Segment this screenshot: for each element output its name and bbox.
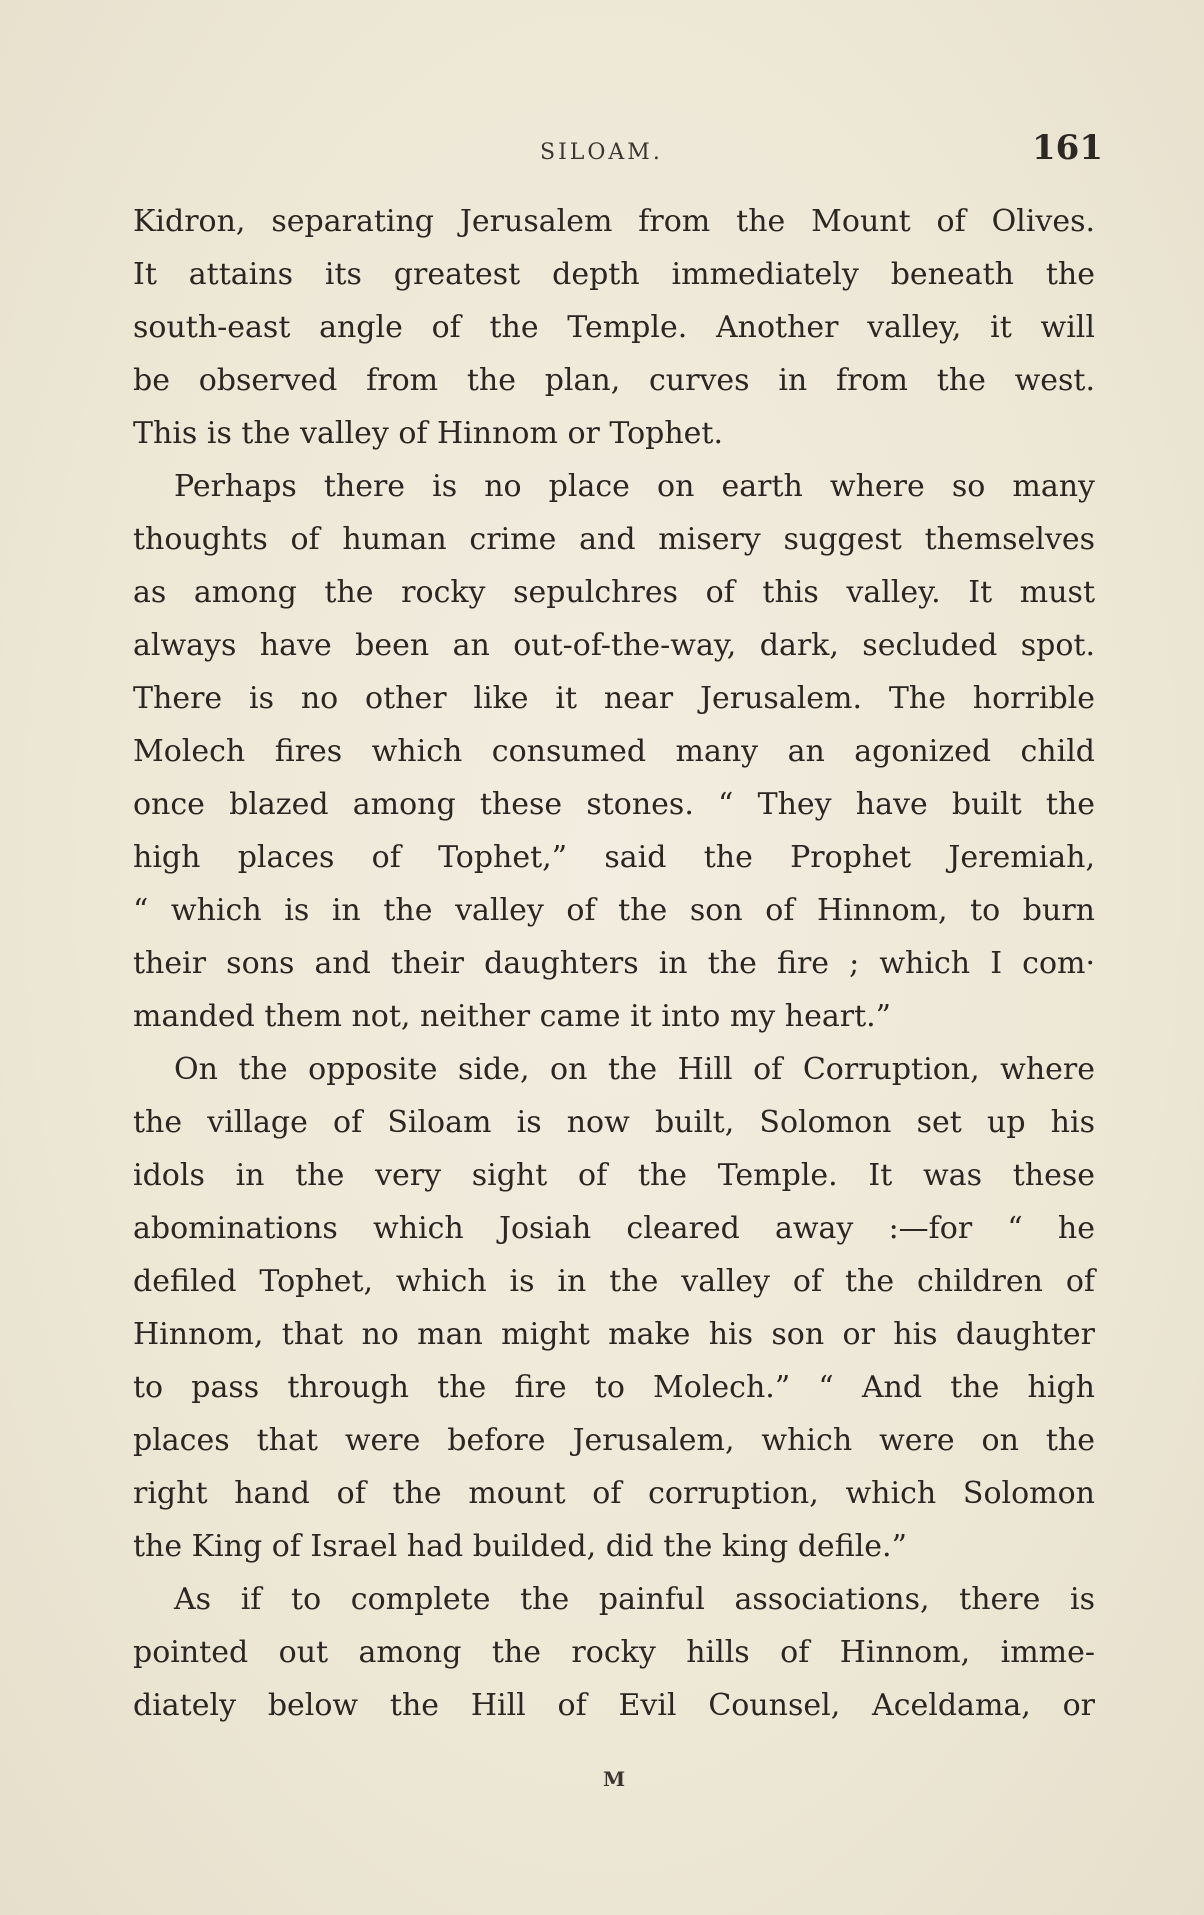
text-line: south-east angle of the Temple. Another valley, it will — [133, 310, 1095, 345]
text-line: once blazed among these stones. “ They have built the — [133, 787, 1095, 822]
text-line: their sons and their daughters in the fire ; which I com· — [133, 946, 1095, 981]
text-line: It attains its greatest depth immediately beneath the — [133, 257, 1095, 292]
text-line: Molech fires which consumed many an agonized child — [133, 734, 1095, 769]
running-head: SILOAM. — [540, 140, 663, 165]
signature-mark: M — [603, 1767, 626, 1791]
text-line: idols in the very sight of the Temple. It was these — [133, 1158, 1095, 1193]
text-line: to pass through the fire to Molech.” “ And the high — [133, 1370, 1095, 1405]
paragraph-first-line: On the opposite side, on the Hill of Corruption, where — [174, 1052, 1095, 1087]
page-number: 161 — [1032, 128, 1103, 168]
text-line: diately below the Hill of Evil Counsel, Aceldama, or — [133, 1688, 1095, 1723]
text-line: places that were before Jerusalem, which were on the — [133, 1423, 1095, 1458]
text-line: Hinnom, that no man might make his son or his daughter — [133, 1317, 1095, 1352]
text-line: pointed out among the rocky hills of Hinnom, imme- — [133, 1635, 1095, 1670]
text-line: always have been an out-of-the-way, dark, secluded spot. — [133, 628, 1095, 663]
text-line: defiled Tophet, which is in the valley of the children of — [133, 1264, 1095, 1299]
text-line: abominations which Josiah cleared away :—for “ he — [133, 1211, 1095, 1246]
text-line: Kidron, separating Jerusalem from the Mount of Olives. — [133, 204, 1095, 239]
text-line: “ which is in the valley of the son of Hinnom, to burn — [133, 893, 1095, 928]
text-line: right hand of the mount of corruption, which Solomon — [133, 1476, 1095, 1511]
text-line: be observed from the plan, curves in from the west. — [133, 363, 1095, 398]
text-line: high places of Tophet,” said the Prophet Jeremiah, — [133, 840, 1095, 875]
text-line: thoughts of human crime and misery suggest themselves — [133, 522, 1095, 557]
text-line: There is no other like it near Jerusalem. The horrible — [133, 681, 1095, 716]
text-line: manded them not, neither came it into my heart.” — [133, 999, 891, 1034]
text-line: the King of Israel had builded, did the king defile.” — [133, 1529, 907, 1564]
text-line: the village of Siloam is now built, Solomon set up his — [133, 1105, 1095, 1140]
paragraph-first-line: As if to complete the painful associations, there is — [174, 1582, 1095, 1617]
text-line: This is the valley of Hinnom or Tophet. — [133, 416, 724, 451]
paragraph-first-line: Perhaps there is no place on earth where so many — [174, 469, 1095, 504]
text-line: as among the rocky sepulchres of this valley. It must — [133, 575, 1095, 610]
